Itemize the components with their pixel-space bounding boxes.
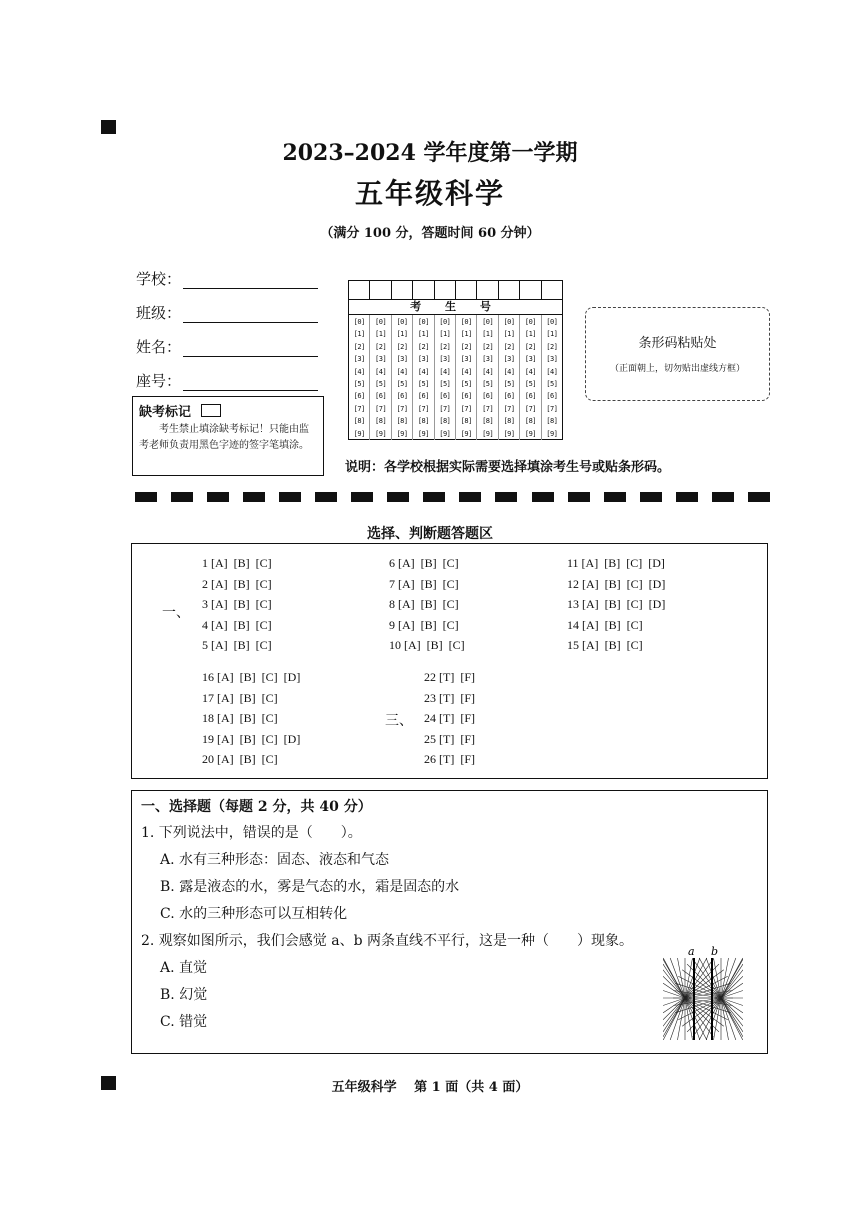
exam-number-bubble[interactable]: [3]	[353, 355, 365, 364]
illusion-ray	[721, 998, 743, 1026]
exam-number-bubble[interactable]: [8]	[460, 417, 472, 426]
exam-number-column	[413, 315, 434, 440]
exam-number-bubble[interactable]: [2]	[546, 342, 558, 351]
exam-number-label: 考 生 号	[349, 300, 562, 315]
exam-number-column	[477, 315, 498, 440]
exam-number-bubble[interactable]: [1]	[503, 330, 515, 339]
exam-number-bubble[interactable]: [1]	[482, 330, 494, 339]
exam-number-bubble[interactable]: [2]	[375, 342, 387, 351]
section-heading: 一、选择题（每题 2 分，共 40 分）	[141, 799, 372, 815]
exam-number-bubble[interactable]: [3]	[524, 355, 537, 364]
q1-option-a: A. 水有三种形态：固态、液态和气态	[160, 852, 390, 868]
answer-choice-row[interactable]: 23 [T] [F]	[424, 690, 475, 705]
exam-number-bubble[interactable]: [3]	[460, 355, 472, 364]
exam-number-bubble[interactable]: [3]	[482, 355, 494, 364]
exam-number-column	[456, 315, 477, 440]
exam-number-bubble[interactable]: [3]	[396, 355, 408, 364]
exam-number-bubble[interactable]: [5]	[460, 380, 472, 389]
exam-number-bubble[interactable]: [8]	[396, 417, 408, 426]
exam-number-bubble[interactable]: [7]	[375, 404, 387, 413]
exam-number-bubble[interactable]: [0]	[396, 318, 408, 326]
name-field[interactable]	[136, 336, 318, 357]
exam-number-bubble[interactable]: [1]	[439, 330, 451, 339]
exam-number-bubble[interactable]: [7]	[503, 404, 515, 413]
exam-number-bubble[interactable]: [4]	[417, 367, 429, 376]
separator-dash	[135, 492, 157, 502]
absent-checkbox[interactable]	[201, 404, 221, 417]
seat-line[interactable]	[183, 374, 318, 391]
school-field[interactable]	[136, 268, 318, 289]
answer-choice-row[interactable]: 15 [A] [B] [C]	[567, 638, 643, 652]
answer-choice-row[interactable]: 6 [A] [B] [C]	[389, 556, 459, 570]
q1-stem: 1. 下列说法中，错误的是（ ）。	[141, 825, 362, 841]
exam-number-bubble[interactable]: [4]	[460, 367, 472, 376]
class-line[interactable]	[183, 306, 318, 323]
q2-option-c: C. 错觉	[160, 1014, 208, 1030]
exam-number-bubble[interactable]: [9]	[460, 429, 472, 438]
exam-number-bubble[interactable]: [5]	[396, 380, 408, 389]
answer-choice-row[interactable]: 5 [A] [B] [C]	[202, 638, 272, 652]
exam-number-bubble[interactable]: [1]	[353, 330, 365, 339]
exam-number-bubble[interactable]: [5]	[482, 380, 494, 389]
exam-number-bubble[interactable]: [9]	[524, 429, 537, 438]
page-footer: 五年级科学 第 1 面（共 4 面）	[331, 1080, 529, 1095]
exam-number-bubble[interactable]: [7]	[353, 404, 365, 413]
exam-number-bubble[interactable]: [1]	[396, 330, 408, 339]
instruction-note: 说明：各学校根据实际需要选择填涂考生号或贴条形码。	[345, 460, 671, 475]
exam-number-column	[499, 315, 520, 440]
separator-dash	[568, 492, 590, 502]
exam-number-bubble[interactable]: [1]	[460, 330, 472, 339]
exam-number-bubble[interactable]: [4]	[353, 367, 365, 376]
answer-choice-row[interactable]: 19 [A] [B] [C] [D]	[202, 731, 301, 746]
q2-stem: 2. 观察如图所示，我们会感觉 a、b 两条直线不平行，这是一种（ ）现象。	[141, 933, 634, 949]
answer-choice-row[interactable]: 16 [A] [B] [C] [D]	[202, 670, 301, 684]
exam-number-bubble[interactable]: [4]	[439, 367, 451, 376]
separator-dash	[676, 492, 698, 502]
exam-number-bubble[interactable]: [7]	[396, 404, 408, 413]
exam-number-bubble[interactable]: [2]	[503, 342, 515, 351]
exam-number-bubble[interactable]: [6]	[546, 392, 558, 401]
exam-number-bubble[interactable]: [2]	[439, 342, 451, 351]
exam-number-bubble[interactable]: [2]	[353, 342, 365, 351]
exam-number-write-cell[interactable]	[477, 281, 498, 299]
seat-label: 座号：	[136, 372, 182, 390]
separator-dash	[640, 492, 662, 502]
exam-number-bubble[interactable]: [8]	[417, 417, 429, 426]
barcode-note: （正面朝上，切勿贴出虚线方框）	[609, 364, 745, 374]
exam-number-bubble[interactable]: [6]	[396, 392, 408, 401]
exam-number-bubble[interactable]: [4]	[503, 367, 515, 376]
dashed-separator	[135, 492, 770, 504]
answer-choice-row[interactable]: 4 [A] [B] [C]	[202, 617, 272, 632]
exam-number-bubble[interactable]: [5]	[524, 380, 537, 389]
exam-number-bubble[interactable]: [6]	[482, 392, 494, 401]
exam-number-bubble[interactable]: [1]	[524, 330, 537, 339]
separator-dash	[279, 492, 301, 502]
exam-number-write-cell[interactable]	[456, 281, 477, 299]
exam-number-bubble[interactable]: [1]	[546, 330, 558, 339]
exam-number-bubble[interactable]: [7]	[439, 404, 451, 413]
barcode-label: 条形码粘贴处	[638, 336, 717, 351]
barcode-area	[585, 307, 770, 401]
illusion-ray	[721, 998, 736, 1040]
separator-dash	[171, 492, 193, 502]
exam-number-bubble[interactable]: [2]	[417, 342, 429, 351]
exam-number-bubble[interactable]: [9]	[353, 429, 365, 438]
exam-number-bubble[interactable]: [4]	[546, 367, 558, 376]
separator-dash	[495, 492, 517, 502]
exam-number-bubble[interactable]: [9]	[417, 429, 429, 438]
answer-choice-row[interactable]: 22 [T] [F]	[424, 670, 475, 684]
exam-number-bubble[interactable]: [0]	[417, 318, 429, 326]
exam-number-bubble[interactable]: [0]	[375, 318, 387, 326]
q2-option-b: B. 幻觉	[160, 987, 208, 1003]
answer-choice-row[interactable]: 2 [A] [B] [C]	[202, 576, 272, 591]
answer-area	[131, 543, 768, 779]
exam-number-bubble[interactable]: [7]	[546, 404, 558, 413]
exam-number-column	[392, 315, 413, 440]
exam-number-write-cell[interactable]	[520, 281, 541, 299]
separator-dash	[243, 492, 265, 502]
exam-subtitle: （满分 100 分，答题时间 60 分钟）	[320, 226, 540, 241]
answer-choice-row[interactable]: 1 [A] [B] [C]	[202, 556, 272, 570]
answer-choice-row[interactable]: 7 [A] [B] [C]	[389, 576, 459, 591]
separator-dash	[459, 492, 481, 502]
exam-number-bubble[interactable]: [8]	[546, 417, 558, 426]
answer-choice-row[interactable]: 14 [A] [B] [C]	[567, 617, 643, 632]
exam-number-column	[520, 315, 541, 440]
parallel-lines-illusion-figure	[663, 944, 743, 1040]
school-year-title: 2023–2024 学年度第一学期	[282, 140, 578, 166]
exam-number-bubble[interactable]: [7]	[417, 404, 429, 413]
school-line[interactable]	[183, 272, 318, 289]
exam-number-bubble[interactable]: [2]	[482, 342, 494, 351]
exam-number-bubble[interactable]: [3]	[417, 355, 429, 364]
answer-choice-row[interactable]: 9 [A] [B] [C]	[389, 617, 459, 632]
school-label: 学校：	[136, 270, 182, 288]
exam-number-bubble[interactable]: [5]	[417, 380, 429, 389]
exam-number-bubble[interactable]: [9]	[439, 429, 451, 438]
exam-number-bubble[interactable]: [7]	[460, 404, 472, 413]
answer-choice-row[interactable]: 13 [A] [B] [C] [D]	[567, 597, 666, 611]
exam-number-bubble[interactable]: [4]	[375, 367, 387, 376]
exam-number-bubble[interactable]: [9]	[482, 429, 494, 438]
illusion-ray	[721, 970, 743, 998]
exam-number-write-cell[interactable]	[542, 281, 562, 299]
answer-choice-row[interactable]: 25 [T] [F]	[424, 731, 475, 746]
exam-number-bubble[interactable]: [9]	[546, 429, 558, 438]
illusion-ray	[721, 959, 743, 998]
exam-number-bubble[interactable]: [0]	[503, 318, 515, 326]
q1-option-c: C. 水的三种形态可以互相转化	[160, 906, 348, 922]
answer-choice-row[interactable]: 17 [A] [B] [C]	[202, 690, 278, 705]
separator-dash	[387, 492, 409, 502]
exam-number-bubble[interactable]: [6]	[460, 392, 472, 401]
exam-number-bubble[interactable]: [8]	[375, 417, 387, 426]
registration-mark	[101, 120, 116, 134]
class-field[interactable]	[136, 302, 318, 323]
exam-number-bubble[interactable]: [6]	[439, 392, 451, 401]
exam-number-bubble[interactable]: [0]	[524, 318, 537, 326]
exam-number-bubble[interactable]: [8]	[524, 417, 537, 426]
answer-area-title: 选择、判断题答题区	[367, 526, 493, 542]
exam-number-bubble[interactable]: [4]	[482, 367, 494, 376]
exam-number-bubble[interactable]: [9]	[375, 429, 387, 438]
exam-number-bubble[interactable]: [8]	[353, 417, 365, 426]
separator-dash	[604, 492, 626, 502]
exam-number-bubble[interactable]: [3]	[546, 355, 558, 364]
exam-number-bubble[interactable]: [0]	[482, 318, 494, 326]
answer-choice-row[interactable]: 12 [A] [B] [C] [D]	[567, 576, 666, 591]
separator-dash	[712, 492, 734, 502]
exam-number-bubble[interactable]: [9]	[503, 429, 515, 438]
exam-number-bubble[interactable]: [6]	[353, 392, 365, 401]
answer-choice-row[interactable]: 3 [A] [B] [C]	[202, 597, 272, 611]
absent-title: 缺考标记	[139, 405, 192, 420]
separator-dash	[315, 492, 337, 502]
exam-number-bubble[interactable]: [6]	[417, 392, 429, 401]
exam-number-bubble[interactable]: [0]	[439, 318, 451, 326]
exam-number-write-cell[interactable]	[370, 281, 391, 299]
exam-number-bubble[interactable]: [8]	[482, 417, 494, 426]
answer-choice-row[interactable]: 10 [A] [B] [C]	[389, 638, 465, 652]
answer-choice-row[interactable]: 18 [A] [B] [C]	[202, 711, 278, 725]
exam-number-bubble[interactable]: [5]	[353, 380, 365, 389]
exam-number-column	[435, 315, 456, 440]
separator-dash	[423, 492, 445, 502]
exam-number-column	[349, 315, 370, 440]
exam-number-bubble[interactable]: [3]	[503, 355, 515, 364]
exam-number-column	[370, 315, 391, 440]
exam-number-write-cell[interactable]	[413, 281, 434, 299]
exam-number-bubble[interactable]: [7]	[524, 404, 537, 413]
answer-choice-row[interactable]: 11 [A] [B] [C] [D]	[567, 556, 665, 570]
label-b: b	[711, 945, 719, 958]
exam-number-bubble[interactable]: [6]	[503, 392, 515, 401]
exam-number-bubble[interactable]: [4]	[396, 367, 408, 376]
q2-option-a: A. 直觉	[160, 960, 208, 976]
exam-number-bubble[interactable]: [2]	[524, 342, 537, 351]
class-label: 班级：	[136, 304, 182, 322]
exam-number-bubble[interactable]: [6]	[524, 392, 537, 401]
exam-number-write-cell[interactable]	[349, 281, 370, 299]
answer-choice-row[interactable]: 8 [A] [B] [C]	[389, 597, 459, 611]
exam-number-bubble[interactable]: [5]	[375, 380, 387, 389]
separator-dash	[207, 492, 229, 502]
exam-number-bubble[interactable]: [1]	[375, 330, 387, 339]
absent-note: 考生禁止填涂缺考标记！只能由监考老师负责用黑色字迹的签字笔填涂。	[139, 424, 309, 451]
exam-number-bubble[interactable]: [5]	[503, 380, 515, 389]
exam-number-write-cell[interactable]	[499, 281, 520, 299]
exam-number-bubble[interactable]: [7]	[482, 404, 494, 413]
exam-number-grid	[348, 280, 563, 440]
exam-number-write-cell[interactable]	[392, 281, 413, 299]
exam-number-bubble[interactable]: [1]	[417, 330, 429, 339]
separator-dash	[351, 492, 373, 502]
name-line[interactable]	[183, 340, 318, 357]
exam-number-bubble[interactable]: [2]	[396, 342, 408, 351]
exam-number-bubble[interactable]: [8]	[439, 417, 451, 426]
section-three-label: 三、	[385, 713, 413, 729]
exam-number-column	[542, 315, 562, 440]
q1-option-b: B. 露是液态的水，雾是气态的水，霜是固态的水	[160, 879, 460, 895]
exam-number-bubble[interactable]: [5]	[546, 380, 558, 389]
absent-mark-box	[132, 396, 324, 476]
answer-choice-row[interactable]: 24 [T] [F]	[424, 711, 475, 725]
exam-number-bubble[interactable]: [5]	[439, 380, 451, 389]
seat-field[interactable]	[136, 370, 318, 391]
exam-number-bubble[interactable]: [0]	[353, 318, 365, 326]
separator-dash	[748, 492, 770, 502]
exam-number-bubble[interactable]: [3]	[375, 355, 387, 364]
exam-number-bubble[interactable]: [8]	[503, 417, 515, 426]
illusion-ray	[663, 998, 685, 1026]
answer-choice-row[interactable]: 20 [A] [B] [C]	[202, 752, 278, 766]
name-label: 姓名：	[136, 338, 182, 356]
subject-title: 五年级科学	[354, 177, 505, 210]
answer-choice-row[interactable]: 26 [T] [F]	[424, 752, 475, 766]
illusion-ray	[663, 970, 685, 998]
exam-number-bubble[interactable]: [0]	[460, 318, 472, 326]
label-a: a	[688, 945, 695, 958]
exam-number-bubble[interactable]: [6]	[375, 392, 387, 401]
exam-number-bubble[interactable]: [2]	[460, 342, 472, 351]
exam-number-bubble[interactable]: [4]	[524, 367, 537, 376]
exam-number-write-cell[interactable]	[435, 281, 456, 299]
exam-number-bubble[interactable]: [3]	[439, 355, 451, 364]
exam-number-bubble[interactable]: [9]	[396, 429, 408, 438]
exam-number-bubble[interactable]: [0]	[546, 318, 558, 326]
separator-dash	[532, 492, 554, 502]
section-one-label: 一、	[162, 605, 190, 621]
